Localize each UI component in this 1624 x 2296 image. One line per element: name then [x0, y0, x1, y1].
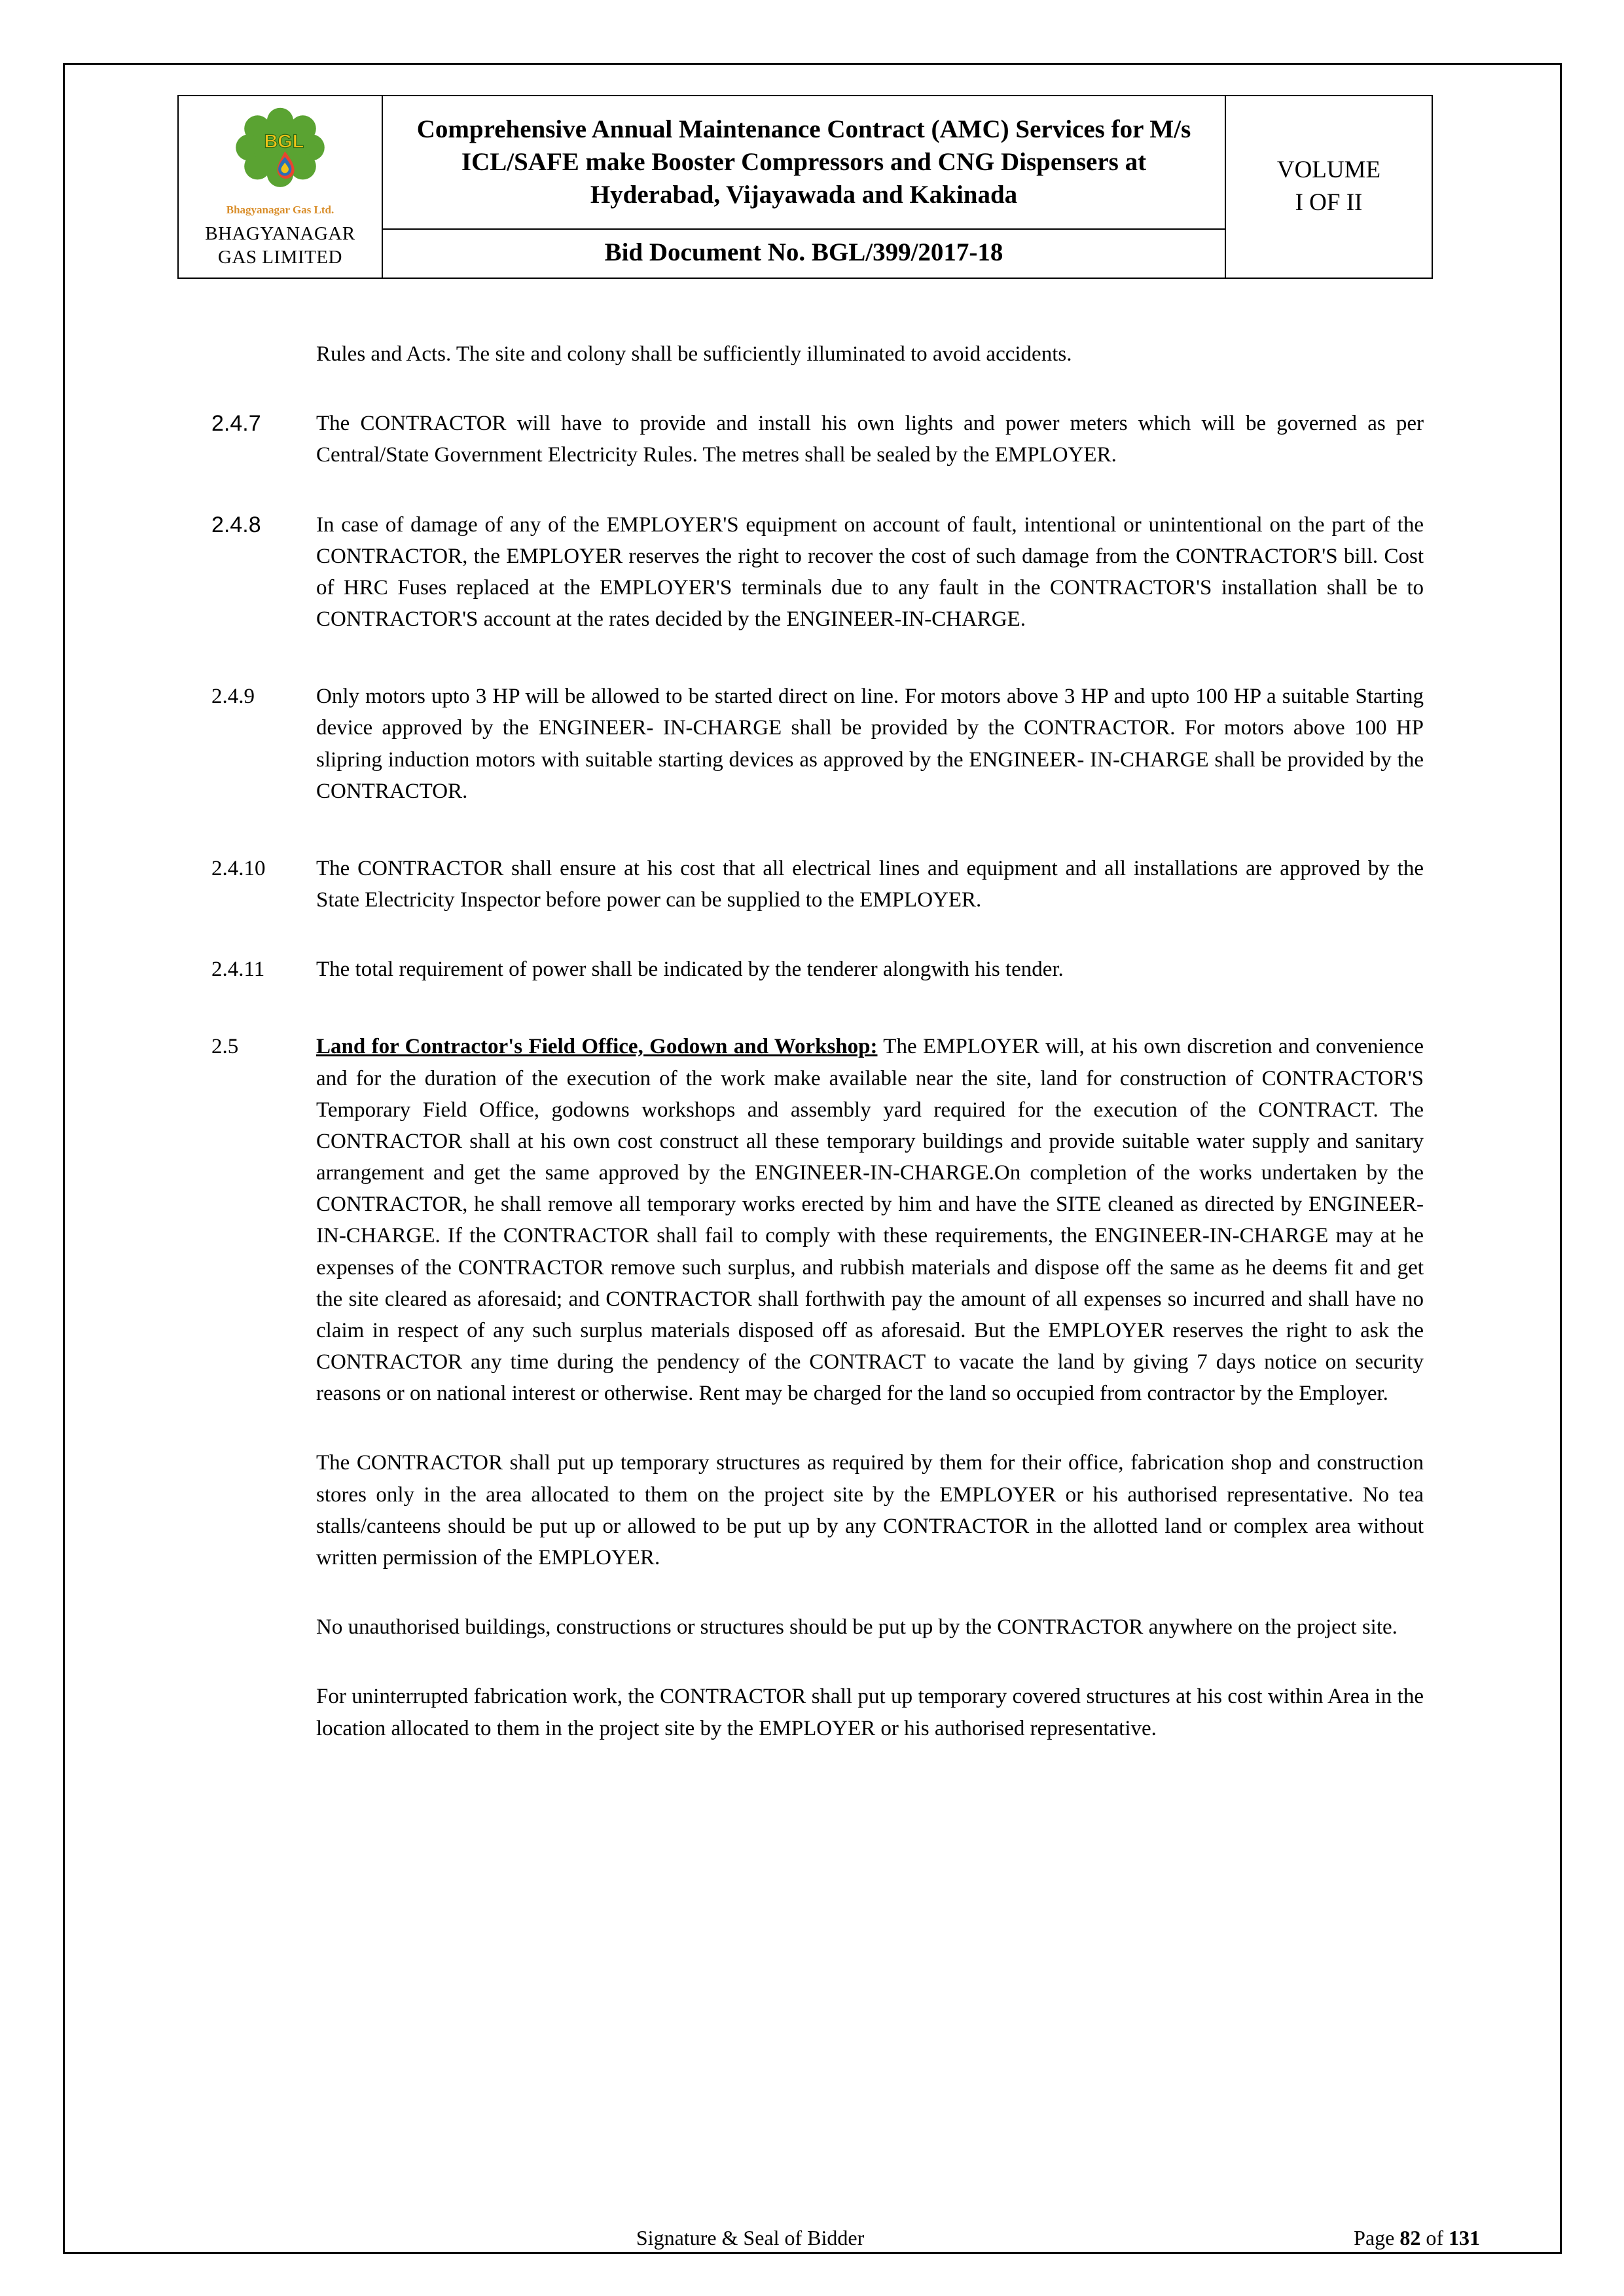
volume-cell: [1225, 96, 1432, 278]
clause-2-4-9: [211, 681, 1424, 807]
paragraph-unauthorised-buildings: No unauthorised buildings, constructions or structures should be put up by the CONTRACTOR anywhere on the project site.: [316, 1615, 1398, 1640]
clause-text: [316, 1031, 1424, 1409]
logo-cell: [178, 96, 382, 278]
bid-document-number: Bid Document No. BGL/399/2017-18: [382, 229, 1225, 278]
clause-body-text: The EMPLOYER will, at his own discretion and convenience and for the duration of the execution of the work make available near the site, land for construction of CONTRACTOR'S Temporary Field Office, godowns workshops and assembly yard required for the execution of the CONTRACT. The CONTRACTOR shall at his own cost construct all these temporary buildings and provide suitable water supply and sanitary arrangement and get the same approved by the ENGINEER-IN-CHARGE.On completion of the works undertaken by the CONTRACTOR, he shall remove all temporary works erected by him and have the SITE cleaned as directed by ENGINEER-IN-CHARGE. If the CONTRACTOR shall fail to comply with these requirements, the ENGINEER-IN-CHARGE may at he expenses of the CONTRACTOR remove such surplus, and rubbish materials and dispose off the same as he deems fit and get the site cleared as aforesaid; and CONTRACTOR shall forthwith pay the amount of all expenses so incurred and shall have no claim in respect of any such surplus materials disposed off as aforesaid. But the EMPLOYER reserves the right to ask the CONTRACTOR any time during the pendency of the CONTRACT to vacate the land by giving 7 days notice on security reasons or on national interest or otherwise. Rent may be charged for the land so occupied from contractor by the Employer.: [316, 1035, 1424, 1406]
clause-text: The CONTRACTOR shall ensure at his cost that all electrical lines and equipment and all installations are approved by the State Electricity Inspector before power can be supplied to the EMPLOYER.: [316, 856, 1424, 912]
org-name-line1: BHAGYANAGAR: [205, 223, 355, 244]
document-title-cell: [382, 96, 1225, 229]
clause-2-5: [211, 1031, 1424, 1409]
page-border: [63, 63, 1562, 2254]
clause-heading: Land for Contractor's Field Office, Godown and Workshop:: [316, 1035, 878, 1059]
logo-caption: Bhagyanagar Gas Ltd.: [226, 204, 334, 216]
page-label: Page: [1354, 2226, 1395, 2250]
clause-2-4-8: [211, 509, 1424, 636]
clause-text: The CONTRACTOR will have to provide and install his own lights and power meters which will be governed as per Central/State Government Electricity Rules. The metres shall be sealed by the EMPLOYER.: [316, 412, 1424, 467]
paragraph-temporary-structures: The CONTRACTOR shall put up temporary structures as required by them for their office, fabrication shop and construction stores only in the area allocated to them on the project site by the EMPLOYER or his authorised representative. No tea stalls/canteens should be put up or allowed to be put up by any CONTRACTOR in the allotted land or complex area without written permission of the EMPLOYER.: [316, 1451, 1424, 1570]
clause-text: Only motors upto 3 HP will be allowed to be started direct on line. For motors above 3 HP and upto 100 HP a suitable Starting device approved by the ENGINEER- IN-CHARGE shall be provided by the CONTRACTOR. For motors above 100 HP slipring induction motors with suitable starting devices as approved by the ENGINEER- IN-CHARGE shall be provided by the CONTRACTOR.: [316, 685, 1424, 803]
clause-number: 2.4.7: [211, 411, 261, 437]
clause-2-4-7: [211, 408, 1424, 471]
clause-number: 2.4.11: [211, 958, 265, 982]
page-footer: [147, 2226, 1480, 2250]
current-page-number: 82: [1399, 2226, 1421, 2250]
clause-2-4-10: [211, 853, 1424, 916]
total-page-number: 131: [1449, 2226, 1480, 2250]
paragraph-fabrication-work: For uninterrupted fabrication work, the CONTRACTOR shall put up temporary covered structures at his cost within Area in the location allocated to them in the project site by the EMPLOYER or his authorised representative.: [316, 1685, 1424, 1740]
continuation-paragraph: Rules and Acts. The site and colony shall be sufficiently illuminated to avoid accidents.: [316, 342, 1072, 366]
header-table: [177, 95, 1433, 279]
of-label: of: [1426, 2226, 1443, 2250]
clause-text: In case of damage of any of the EMPLOYER'S equipment on account of fault, intentional or unintentional on the part of the CONTRACTOR, the EMPLOYER reserves the right to recover the cost of such damage from the CONTRACTOR'S bill. Cost of HRC Fuses replaced at the EMPLOYER'S terminals due to any fault in the CONTRACTOR'S installation shall be to CONTRACTOR'S account at the rates decided by the ENGINEER-IN-CHARGE.: [316, 512, 1424, 632]
clause-text: The total requirement of power shall be indicated by the tenderer alongwith his tender.: [316, 958, 1064, 982]
volume-line1: VOLUME: [1276, 156, 1381, 184]
logo-text: BGL: [264, 131, 304, 152]
clause-2-4-11: [211, 954, 1424, 985]
volume-line2: I OF II: [1295, 189, 1363, 217]
bgl-logo-icon: [228, 104, 333, 202]
clause-number: 2.4.10: [211, 856, 266, 880]
clause-number: 2.4.8: [211, 512, 261, 537]
organization-name: [183, 222, 378, 270]
signature-seal-label: Signature & Seal of Bidder: [636, 2226, 865, 2250]
page-number-indicator: [1354, 2226, 1480, 2250]
org-name-line2: GAS LIMITED: [218, 247, 342, 268]
document-body: [211, 338, 1424, 1782]
document-title: Comprehensive Annual Maintenance Contract (AMC) Services for M/s ICL/SAFE make Booster Compressors and CNG Dispensers at Hyderabad, Vijayawada and Kakinada: [416, 115, 1191, 209]
clause-number: 2.5: [211, 1035, 239, 1059]
clause-number: 2.4.9: [211, 685, 255, 709]
